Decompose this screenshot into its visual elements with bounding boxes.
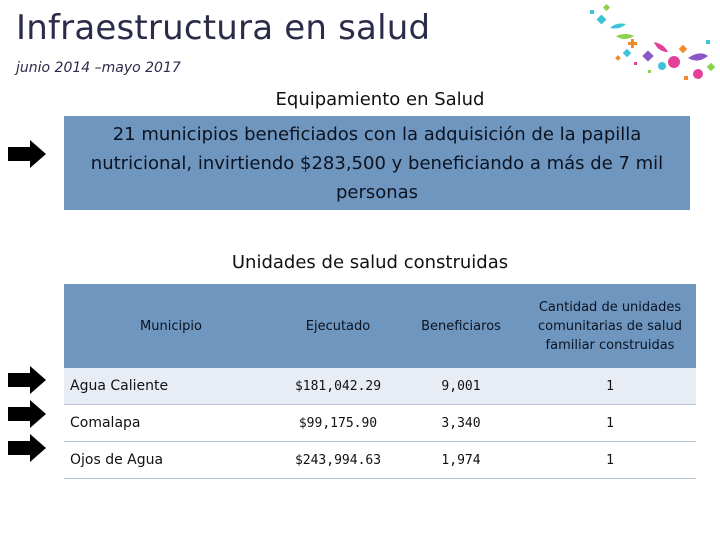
equipment-callout [64,116,690,210]
cell-cantidad: 1 [606,415,614,431]
cell-beneficiarios: 3,340 [441,415,481,431]
units-table-wrapper [64,284,696,479]
cell-ejecutado: $99,175.90 [298,415,378,431]
equipment-heading: Equipamiento en Salud [275,89,485,110]
right-arrow-icon [6,398,48,430]
table-row [64,368,696,405]
table-row [64,442,696,479]
page-subtitle: junio 2014 –mayo 2017 [16,60,181,76]
decorative-dots-icon [588,0,720,86]
right-arrow-icon [6,364,48,396]
right-arrow-icon [6,138,48,170]
page-title: Infraestructura en salud [16,8,431,48]
column-header-beneficiarios: Beneficiaros [421,318,501,334]
cell-beneficiarios: 1,974 [441,452,481,468]
cell-ejecutado: $181,042.29 [294,378,382,394]
equipment-text: 21 municipios beneficiados con la adquisición de la papilla nutricional, invirtiendo $283,500 y beneficiando a más de 7 mil personas [90,123,664,203]
cell-beneficiarios: 9,001 [441,378,481,394]
cell-municipio: Comalapa [70,415,141,431]
cell-municipio: Ojos de Agua [70,452,164,468]
cell-ejecutado: $243,994.63 [294,452,382,468]
cell-municipio: Agua Caliente [70,378,169,394]
cell-cantidad: 1 [606,452,614,468]
cell-cantidad: 1 [606,378,614,394]
column-header-cantidad: Cantidad de unidades comunitarias de salud familiar construidas [538,299,682,353]
units-heading: Unidades de salud construidas [231,252,509,273]
table-header-row [64,284,696,368]
table-row [64,405,696,442]
column-header-municipio: Municipio [140,318,202,334]
column-header-ejecutado: Ejecutado [305,318,371,334]
right-arrow-icon [6,432,48,464]
units-table [64,284,696,479]
